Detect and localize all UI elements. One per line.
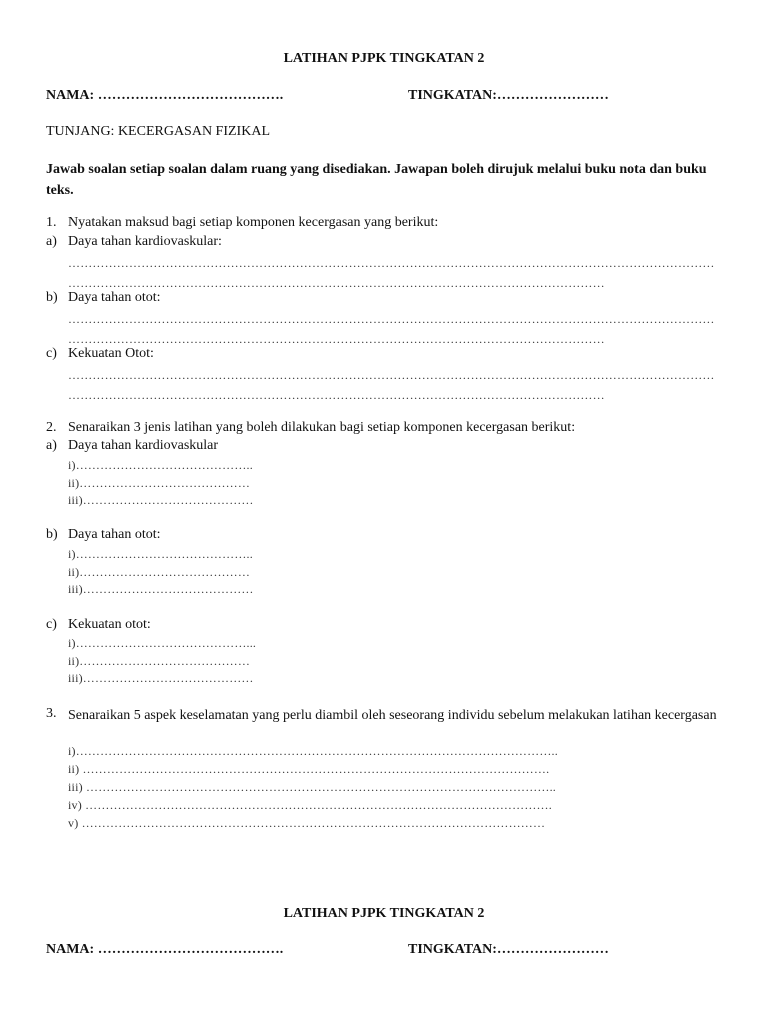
part-marker: a) bbox=[46, 234, 57, 249]
part-label: Daya tahan otot: bbox=[68, 527, 161, 542]
part-marker: c) bbox=[46, 346, 57, 361]
answer-line: …………………………………………………………………………………………………………………… bbox=[68, 276, 605, 290]
page-title: LATIHAN PJPK TINGKATAN 2 bbox=[283, 51, 485, 66]
answer-line: …………………………………………………………………………………………………………………………………………… bbox=[68, 256, 715, 270]
nama-field: NAMA: …………………………………. bbox=[46, 88, 284, 103]
part-marker: b) bbox=[46, 290, 58, 305]
tingkatan-field: TINGKATAN:…………………… bbox=[408, 942, 609, 957]
part-marker: a) bbox=[46, 438, 57, 453]
list-item: ii)…………………………………… bbox=[68, 565, 251, 579]
q2-part-c bbox=[0, 617, 768, 635]
question-text: Senaraikan 5 aspek keselamatan yang perlu diambil oleh seseorang individu sebelum melakukan latihan kecergasan bbox=[68, 708, 717, 723]
q1-part-c bbox=[0, 346, 768, 364]
part-label: Daya tahan kardiovaskular bbox=[68, 438, 219, 453]
question-text: Senaraikan 3 jenis latihan yang boleh dilakukan bagi setiap komponen kecergasan berikut: bbox=[68, 420, 576, 435]
list-item: iii)…………………………………… bbox=[68, 582, 254, 596]
list-item: iii) …………………………………………………………………………………………………….. bbox=[68, 780, 556, 794]
tunjang-heading: TUNJANG: KECERGASAN FIZIKAL bbox=[46, 124, 270, 139]
q2-part-a bbox=[0, 438, 768, 456]
answer-line: …………………………………………………………………………………………………………………………………………… bbox=[68, 312, 715, 326]
list-item: iv) ……………………………………………………………………………………………………. bbox=[68, 798, 552, 812]
question-number: 1. bbox=[46, 215, 57, 230]
list-item: iii)…………………………………… bbox=[68, 671, 254, 685]
nama-field: NAMA: …………………………………. bbox=[46, 942, 284, 957]
answer-line: …………………………………………………………………………………………………………………… bbox=[68, 332, 605, 346]
list-item: i)…………………………………….. bbox=[68, 458, 253, 472]
answer-line: …………………………………………………………………………………………………………………………………………… bbox=[68, 368, 715, 382]
question-2 bbox=[0, 420, 768, 438]
list-item: i)……………………………………………………………………………………………………….. bbox=[68, 744, 558, 758]
part-label: Daya tahan kardiovaskular: bbox=[68, 234, 222, 249]
part-marker: c) bbox=[46, 617, 57, 632]
question-text: Nyatakan maksud bagi setiap komponen kecergasan yang berikut: bbox=[68, 215, 439, 230]
question-3 bbox=[0, 706, 768, 746]
part-label: Kekuatan otot: bbox=[68, 617, 151, 632]
question-1 bbox=[0, 215, 768, 233]
part-label: Kekuatan Otot: bbox=[68, 346, 154, 361]
list-item: i)…………………………………….. bbox=[68, 547, 253, 561]
list-item: i)……………………………………... bbox=[68, 636, 257, 650]
part-label: Daya tahan otot: bbox=[68, 290, 161, 305]
instructions: Jawab soalan setiap soalan dalam ruang yang disediakan. Jawapan boleh dirujuk melalui buku nota dan buku teks. bbox=[46, 162, 707, 198]
question-number: 3. bbox=[46, 706, 57, 721]
answer-line: …………………………………………………………………………………………………………………… bbox=[68, 388, 605, 402]
q1-part-a bbox=[0, 234, 768, 252]
list-item: v) …………………………………………………………………………………………………… bbox=[68, 816, 546, 830]
list-item: ii)…………………………………… bbox=[68, 654, 251, 668]
list-item: ii)…………………………………… bbox=[68, 476, 251, 490]
q1-part-b bbox=[0, 290, 768, 308]
tingkatan-field: TINGKATAN:…………………… bbox=[408, 88, 609, 103]
list-item: ii) ……………………………………………………………………………………………………. bbox=[68, 762, 550, 776]
list-item: iii)…………………………………… bbox=[68, 493, 254, 507]
part-marker: b) bbox=[46, 527, 58, 542]
page-title: LATIHAN PJPK TINGKATAN 2 bbox=[283, 906, 485, 921]
q2-part-b bbox=[0, 527, 768, 545]
question-number: 2. bbox=[46, 420, 57, 435]
